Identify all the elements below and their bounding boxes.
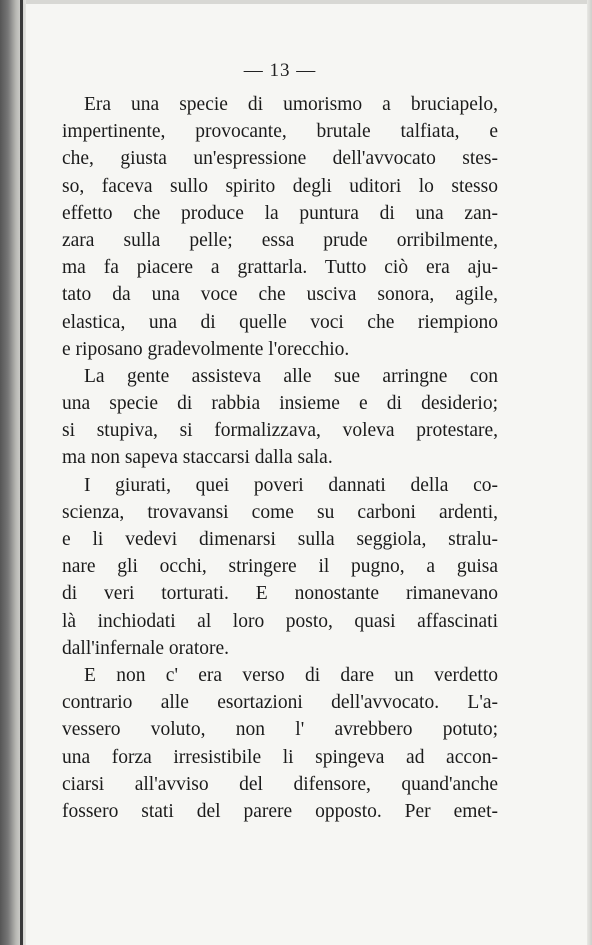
book-gutter-line (20, 0, 23, 945)
text-line: ma fa piacere a grattarla. Tutto ciò era aju- (62, 257, 498, 279)
text-line: vessero voluto, non l' avrebbero potuto; (62, 719, 498, 741)
body-text (62, 91, 498, 825)
text-line: e riposano gradevolmente l'orecchio. (62, 338, 350, 360)
text-line: ma non sapeva staccarsi dalla sala. (62, 447, 333, 469)
page-number: — 13 — (243, 60, 317, 81)
text-line: scienza, trovavansi come su carboni ardenti, (62, 501, 498, 523)
text-line: una specie di rabbia insieme e di desiderio; (62, 393, 498, 415)
paragraph (62, 472, 498, 662)
text-line: si stupiva, si formalizzava, voleva protestare, (62, 420, 498, 442)
text-line: nare gli occhi, stringere il pugno, a guisa (62, 556, 498, 578)
text-line: Era una specie di umorismo a bruciapelo, (84, 94, 498, 115)
text-line: E non c' era verso di dare un verdetto (84, 664, 498, 686)
text-line: là inchiodati al loro posto, quasi affascinati (62, 610, 498, 632)
page-right-edge (587, 0, 592, 945)
text-line: zara sulla pelle; essa prude orribilmente, (62, 229, 498, 251)
text-line: una forza irresistibile li spingeva ad accon- (62, 746, 498, 768)
text-line: impertinente, provocante, brutale talfiata, e (62, 121, 498, 143)
text-line: tato da una voce che usciva sonora, agile, (62, 284, 498, 306)
paragraph (62, 363, 498, 472)
text-line: elastica, una di quelle voci che riempiono (62, 311, 498, 333)
text-line: so, faceva sullo spirito degli uditori lo stesso (62, 175, 498, 197)
text-line: La gente assisteva alle sue arringne con (84, 365, 498, 387)
text-line: contrario alle esortazioni dell'avvocato. L'a- (62, 692, 498, 714)
paragraph (62, 662, 498, 825)
text-line: dall'infernale oratore. (62, 637, 230, 659)
text-line: e li vedevi dimenarsi sulla seggiola, stralu- (62, 529, 498, 550)
page-top-edge (0, 0, 592, 4)
text-line: che, giusta un'espressione dell'avvocato stes- (62, 148, 498, 170)
text-line: I giurati, quei poveri dannati della co- (84, 474, 498, 496)
text-line: di veri torturati. E nonostante rimanevano (62, 583, 498, 605)
text-line: fossero stati del parere opposto. Per emet- (62, 800, 498, 822)
text-line: effetto che produce la puntura di una zan- (62, 202, 498, 224)
paragraph (62, 91, 498, 363)
text-line: ciarsi all'avviso del difensore, quand'anche (62, 773, 498, 795)
